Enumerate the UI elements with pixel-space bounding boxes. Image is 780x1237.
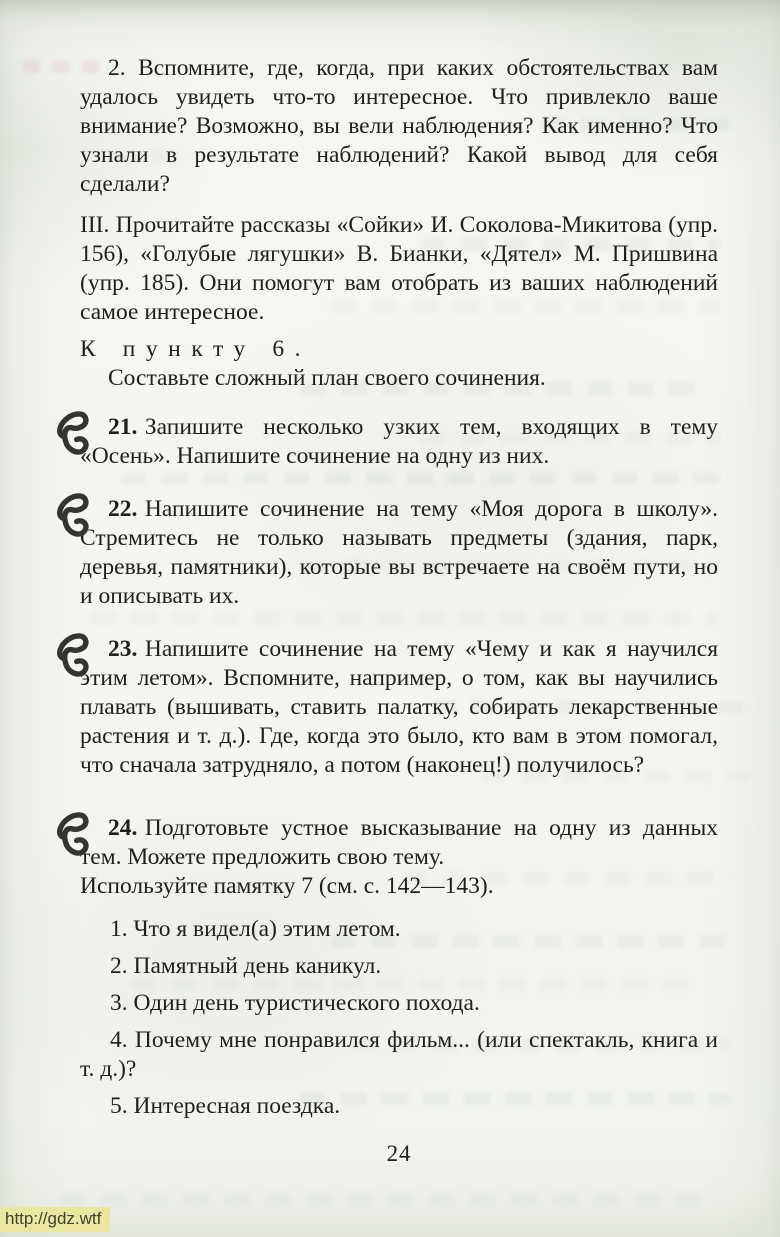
exercise-paragraph	[80, 495, 718, 611]
bleed-smudge	[60, 1192, 710, 1205]
exercise-number: 22.	[108, 496, 138, 522]
topic-item: 4. Почему мне понравился фильм... (или спектакль, книга и т. д.)?	[80, 1027, 718, 1082]
exercise-23	[80, 635, 718, 780]
paragraph-task-3: III. Прочитайте рассказы «Сойки» И. Соколова-Микитова (упр. 156), «Голубые лягушки» В. Бианки, «Дятел» М. Пришвина (упр. 185). Они помогут вам отобрать из ваших наблюдений самое интересное.	[80, 212, 718, 325]
topic-item: 2. Памятный день каникул.	[110, 953, 382, 979]
topic-item: 1. Что я видел(а) этим летом.	[110, 916, 401, 942]
exercise-text: Запишите несколько узких тем, входящих в тему «Осень». Напишите сочинение на одну из них.	[80, 414, 718, 469]
exercise-paragraph	[80, 413, 718, 471]
k-punktu-task: Составьте сложный план своего сочинения.	[108, 365, 546, 391]
exercise-24	[80, 814, 718, 901]
exercise-paragraph	[80, 635, 718, 780]
exercise-paragraph	[80, 814, 718, 872]
page-number: 24	[386, 1141, 412, 1166]
pen-flourish-icon	[56, 408, 92, 462]
exercise-21	[80, 413, 718, 471]
exercise-text: Напишите сочинение на тему «Чему и как я научился этим летом». Вспомните, например, о том, как вы научились плавать (вышивать, ставить палатку, собирать лекарственные растения и т. д.). Где, когда это было, кто вам в этом помогал, что сначала затрудняло, а потом (наконец!) получилось?	[80, 636, 718, 778]
exercise-number: 24.	[108, 815, 138, 841]
exercise-number: 23.	[108, 636, 138, 662]
pen-flourish-icon	[56, 630, 92, 684]
exercise-text: Подготовьте устное высказывание на одну из данных тем. Можете предложить свою тему.	[80, 815, 718, 870]
k-punktu-heading: К пункту 6.	[80, 336, 312, 362]
topics-list	[80, 915, 718, 1121]
pen-flourish-icon	[56, 490, 92, 544]
topic-item: 3. Один день туристического похода.	[110, 990, 480, 1016]
exercise-24-note: Используйте памятку 7 (см. с. 142—143).	[80, 873, 494, 899]
exercise-number: 21.	[108, 414, 138, 440]
watermark-link[interactable]: http://gdz.wtf	[0, 1207, 110, 1232]
exercise-text: Напишите сочинение на тему «Моя дорога в школу». Стремитесь не только называть предметы (здания, парк, деревья, памятники), которые вы встречаете на своём пути, но и описывать их.	[80, 496, 718, 609]
topic-item: 5. Интересная поездка.	[110, 1093, 341, 1119]
exercise-22	[80, 495, 718, 611]
pen-flourish-icon	[56, 809, 92, 863]
paragraph-task-2: 2. Вспомните, где, когда, при каких обстоятельствах вам удалось увидеть что-то интересное. Что привлекло ваше внимание? Возможно, вы вели наблюдения? Как именно? Что узнали в результате наблюдений? Какой вывод для себя сделали?	[80, 55, 718, 197]
